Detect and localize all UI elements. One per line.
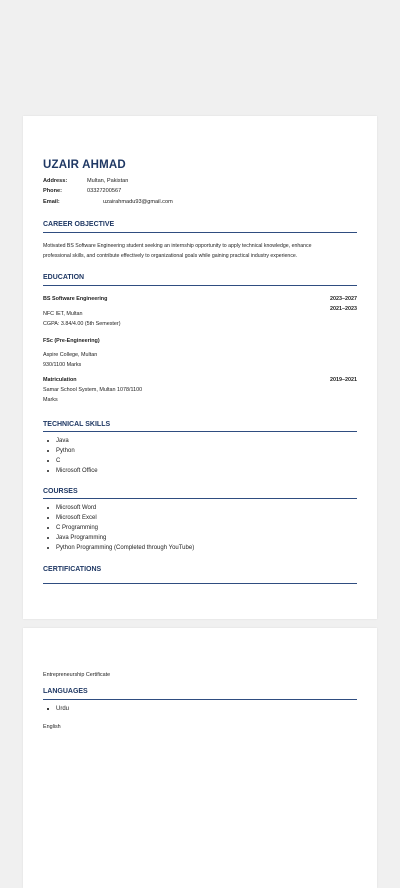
languages-list	[43, 704, 69, 714]
candidate-name: UZAIR AHMAD	[43, 159, 126, 171]
certification-item: Entrepreneurship Certificate	[43, 672, 111, 678]
certifications-heading: CERTIFICATIONS	[43, 566, 102, 573]
bs-result: CGPA: 3.84/4.00 (5th Semester)	[43, 321, 121, 327]
matric-years: 2019–2021	[330, 377, 357, 383]
courses-list	[43, 503, 194, 553]
career-objective-heading: CAREER OBJECTIVE	[43, 221, 115, 228]
bs-degree: BS Software Engineering	[43, 296, 108, 302]
list-item: Python Programming (Completed through YouTube)	[43, 543, 194, 553]
list-item: C Programming	[43, 523, 194, 533]
section-divider	[43, 699, 357, 700]
bs-institute: NFC IET, Multan	[43, 311, 83, 317]
list-item: Java	[43, 436, 98, 446]
list-item: C	[43, 456, 98, 466]
list-item: Microsoft Word	[43, 503, 194, 513]
list-item: Urdu	[43, 704, 69, 714]
courses-heading: COURSES	[43, 488, 78, 495]
section-divider	[43, 498, 357, 499]
languages-heading: LANGUAGES	[43, 688, 88, 695]
list-item: Python	[43, 446, 98, 456]
address-label: Address:	[43, 178, 68, 184]
objective-line-2: professional skills, and contribute effectively to organizational goals while gaining practical industry experience.	[43, 252, 298, 259]
matric-degree: Matriculation	[43, 377, 77, 383]
list-item: Microsoft Office	[43, 466, 98, 476]
bs-years: 2023–2027	[330, 296, 357, 302]
language-english: English	[43, 724, 61, 730]
fsc-degree: FSc (Pre-Engineering)	[43, 338, 100, 344]
list-item: Java Programming	[43, 533, 194, 543]
address-value: Multan, Pakistan	[87, 178, 129, 184]
phone-value: 03327200567	[87, 188, 122, 194]
section-divider	[43, 431, 357, 432]
section-divider	[43, 583, 357, 584]
technical-skills-list	[43, 436, 98, 476]
technical-skills-heading: TECHNICAL SKILLS	[43, 421, 111, 428]
email-label: Email:	[43, 199, 60, 205]
matric-institute: Samar School System, Multan 1078/1100	[43, 387, 143, 393]
career-objective-text	[43, 242, 359, 261]
list-item: Microsoft Excel	[43, 513, 194, 523]
fsc-result: 930/1100 Marks	[43, 362, 82, 368]
resume-page-2	[23, 628, 377, 888]
section-divider	[43, 285, 357, 286]
education-heading: EDUCATION	[43, 274, 85, 281]
matric-result: Marks	[43, 397, 58, 403]
section-divider	[43, 232, 357, 233]
fsc-institute: Aspire College, Multan	[43, 352, 98, 358]
resume-page-1	[23, 116, 377, 619]
phone-label: Phone:	[43, 188, 62, 194]
email-value: uzairahmadu93@gmail.com	[103, 199, 173, 205]
bs-years-secondary: 2021–2023	[330, 306, 357, 312]
objective-line-1: Motivated BS Software Engineering student seeking an internship opportunity to apply technical knowledge, enhance	[43, 243, 312, 249]
